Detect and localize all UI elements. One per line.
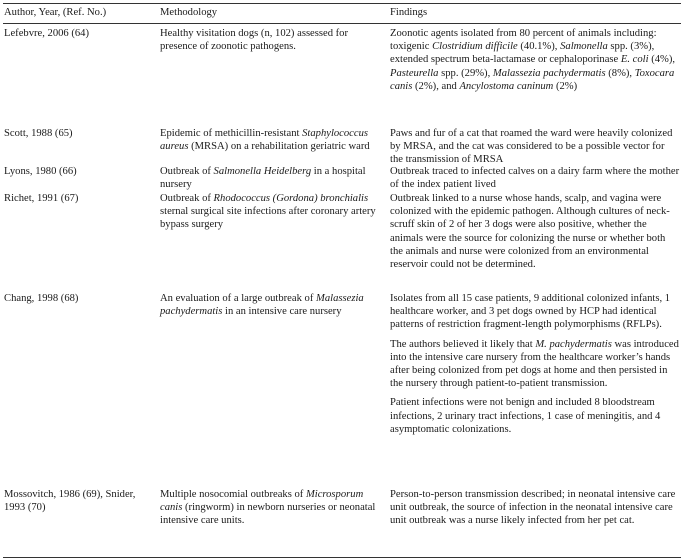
cell-findings: [390, 488, 680, 528]
header-methodology: Methodology: [160, 7, 218, 18]
cell-findings: [390, 192, 680, 271]
header-author: Author, Year, (Ref. No.): [4, 7, 107, 18]
bottom-rule: [3, 557, 681, 558]
findings-paragraph: Isolates from all 15 case patients, 9 additional colonized infants, 1 healthcare worker, and 3 pet dogs owned by HCP had identical patterns of restriction fragment-length polymorphisms (RFLPs).: [390, 293, 671, 331]
cell-author: Lefebvre, 2006 (64): [4, 28, 90, 39]
cell-findings: [390, 165, 680, 191]
cell-methodology: Multiple nosocomial outbreaks of Microsporum canis (ringworm) in newborn nurseries or neonatal intensive care units.: [160, 489, 376, 527]
cell-author: Lyons, 1980 (66): [4, 166, 77, 177]
header-rule: [3, 23, 681, 24]
cell-methodology: Epidemic of methicillin-resistant Staphylococcus aureus (MRSA) on a rehabilitation geriatric ward: [160, 128, 370, 153]
findings-paragraph: The authors believed it likely that M. pachydermatis was introduced into the intensive care nursery from the healthcare worker’s hands after being colonized from pet dogs at home and then persisted in the nursery through patient-to-patient transmission.: [390, 338, 679, 390]
findings-paragraph: Zoonotic agents isolated from 80 percent of animals including: toxigenic Clostridium difficile (40.1%), Salmonella spp. (3%), extended spectrum beta-lactamase or cephaloporinase E. coli (4%), Pasteurella spp. (29%), Malassezia pachydermatis (8%), Toxocara canis (2%), and Ancylostoma caninum (2%): [390, 28, 676, 92]
top-rule: [3, 3, 681, 4]
cell-findings: [390, 292, 680, 436]
cell-findings: [390, 27, 680, 93]
cell-methodology: An evaluation of a large outbreak of Malassezia pachydermatis in an intensive care nursery: [160, 293, 364, 318]
cell-author: Richet, 1991 (67): [4, 193, 79, 204]
cell-methodology: Healthy visitation dogs (n, 102) assessed for presence of zoonotic pathogens.: [160, 28, 349, 53]
cell-methodology: Outbreak of Rhodococcus (Gordona) bronchialis sternal surgical site infections after coronary artery bypass surgery: [160, 193, 376, 231]
findings-paragraph: Outbreak linked to a nurse whose hands, scalp, and vagina were colonized with the epidemic pathogen. Although cultures of neck-scruff skin of 2 of her 3 dogs were also positive, whether the animals were the source for colonizing the nurse or whether both the animals and nurse were colonized from an environmental reservoir could not be determined.: [390, 193, 670, 271]
findings-paragraph: Person-to-person transmission described; in neonatal intensive care unit outbreak, the source of infection in the neonatal intensive care unit outbreak was a nurse likely infected from her pet cat.: [390, 489, 676, 527]
findings-paragraph: Paws and fur of a cat that roamed the ward were heavily colonized by MRSA, and the cat was considered to be a possible vector for the transmission of MRSA: [390, 128, 673, 166]
cell-author: Mossovitch, 1986 (69), Snider, 1993 (70): [4, 489, 136, 514]
cell-findings: [390, 127, 680, 167]
findings-paragraph: Patient infections were not benign and included 8 bloodstream infections, 2 urinary tract infections, 1 case of meningitis, and 4 asymptomatic colonizations.: [390, 397, 661, 435]
findings-paragraph: Outbreak traced to infected calves on a dairy farm where the mother of the index patient lived: [390, 166, 680, 191]
cell-methodology: Outbreak of Salmonella Heidelberg in a hospital nursery: [160, 166, 366, 191]
cell-author: Chang, 1998 (68): [4, 293, 79, 304]
cell-author: Scott, 1988 (65): [4, 128, 73, 139]
header-findings: Findings: [390, 7, 428, 18]
